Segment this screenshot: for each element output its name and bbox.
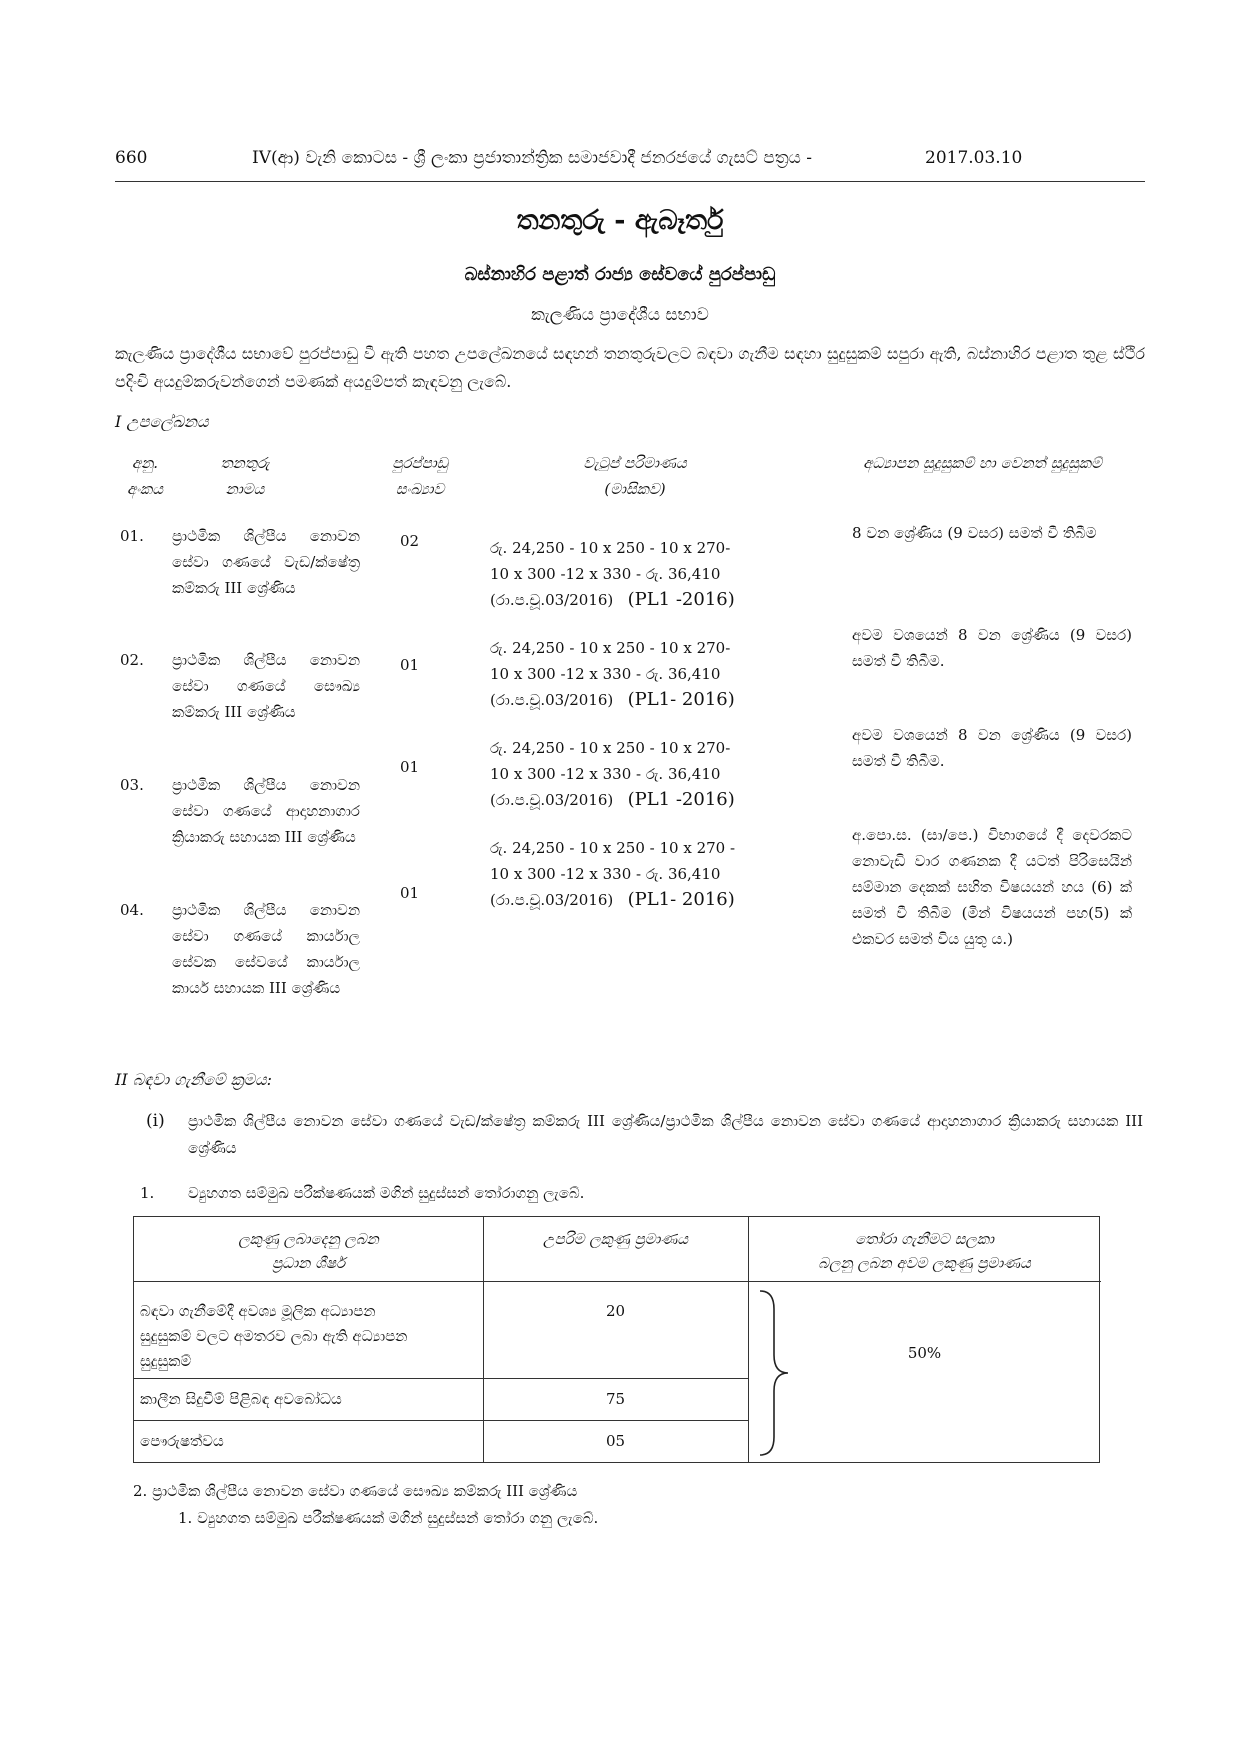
col-header-no: අනු. අංකය [126,454,163,498]
step-1-marker: 1. [140,1184,155,1202]
marks-row-2-heading: කාලීන සිදුවීම් පිළිබඳ අවබෝධය [140,1390,342,1408]
intro-paragraph: කැලණිය ප්‍රාදේශීය සභාවේ පුරප්පාඩු වී ඇති පහත උපලේඛනයේ සඳහන් තනතුරුවලට බඳවා ගැනීම සඳහා සුදුසුකම් සපුරා ඇති, බස්නාහිර පළාත තුළ ස්ථිර පදිංචි අයදුම්කරුවන්ගෙන් පමණක් අයදුම්පත් කැඳවනු ලැබේ. [115,344,1145,391]
council-name: කැලණිය ප්‍රාදේශීය සභාව [531,305,709,325]
row-1-vacancies: 02 [400,532,420,550]
marks-row-1-max: 20 [605,1302,626,1320]
col-header-qualifications: අධ්‍යාපන සුදුසුකම් හා වෙනත් සුදුසුකම් [863,454,1102,472]
marks-row-3-max: 05 [605,1432,626,1450]
page-number: 660 [115,148,148,168]
row-1-salary: රු. 24,250 - 10 x 250 - 10 x 270- 10 x 300 -12 x 330 - රු. 36,410 (රා.ප.චූ.03/2016) (PL1 -2016) [490,539,735,610]
row-2-post: ප්‍රාථමික ශිල්පීය නොවන සේවා ගණයේ සෞඛ්‍ය කම්කරු III ශ්‍රේණිය [172,651,360,721]
row-4-post: ප්‍රාථමික ශිල්පීය නොවන සේවා ගණයේ කාර්යාල සේවක සේවයේ කාර්යාල කාර්ය සහායක III ශ්‍රේණිය [172,901,360,997]
row-3-salary: රු. 24,250 - 10 x 250 - 10 x 270- 10 x 300 -12 x 330 - රු. 36,410 (රා.ප.චූ.03/2016) (PL1 -2016) [490,739,735,810]
header-date: 2017.03.10 [925,148,1023,168]
row-1-qualification: 8 වන ශ්‍රේණිය (9 වසර) සමත් වී තිබීම [852,524,1097,542]
marks-header-min: තෝරා ගැනීමට සලකා බලනු ලබන අවම ලකුණු ප්‍රමාණය [818,1230,1031,1272]
row-3-vacancies: 01 [400,758,420,776]
row-3-qualification: අවම වශයෙන් 8 වන ශ්‍රේණිය (9 වසර) සමත් වී තිබීම. [852,726,1132,770]
schedule-heading: I උපලේඛනය [115,412,209,431]
row-2-qualification: අවම වශයෙන් 8 වන ශ්‍රේණිය (9 වසර) සමත් වී තිබීම. [852,626,1132,670]
item-i-text: ප්‍රාථමික ශිල්පීය නොවන සේවා ගණයේ වැඩ/ක්ෂේත්‍ර කම්කරු III ශ්‍රේණිය/ප්‍රාථමික ශිල්පීය නොවන සේවා ගණයේ ආදාහනාගාර ක්‍රියාකරු සහායක III ශ්‍රේණිය [188,1112,1143,1157]
marks-table [133,1216,1100,1463]
marks-row-1-heading: බඳවා ගැනීමේදී අවශ්‍ය මූලික අධ්‍යාපන සුදුසුකම් වලට අමතරව ලබා ඇති අධ්‍යාපන සුදුසුකම් [140,1302,408,1370]
marks-row-2-max: 75 [605,1390,626,1408]
marks-row-3-heading: පෞරුෂත්වය [140,1432,224,1450]
marks-header-max: උපරිම ලකුණු ප්‍රමාණය [543,1230,688,1248]
marks-header-heading: ලකුණු ලබාදෙනු ලබන ප්‍රධාන ශීර්ෂ [238,1230,379,1272]
row-3-post: ප්‍රාථමික ශිල්පීය නොවන සේවා ගණයේ ආදාහනාගාර ක්‍රියාකරු සහායක III ශ්‍රේණිය [172,776,360,846]
marks-minimum: 50% [907,1344,942,1362]
header-part-title: IV(ආ) වැනි කොටස - ශ්‍රී ලංකා ප්‍රජාතාන්ත්‍රික සමාජවාදී ජනරජයේ ගැසට් පත්‍රය - [252,148,812,168]
row-4-qualification: අ.පො.ස. (සා/පෙ.) විභාගයේ දී දෙවරකට නොවැඩි වාර ගණනක දී යටත් පිරිසෙයින් සම්මාන දෙකක් සහිත විෂයයන් හය (6) ක් සමත් වී තිබීම (මින් විෂයයන් පහ(5) ක් එකවර සමත් විය යුතු ය.) [852,826,1132,948]
row-4-salary: රු. 24,250 - 10 x 250 - 10 x 270 - 10 x 300 -12 x 330 - රු. 36,410 (රා.ප.චූ.03/2016) (PL1- 2016) [490,839,736,910]
page-title: තනතුරු - ඇබෑර්තු [516,205,724,236]
row-2-no: 02. [120,651,144,669]
row-1-post: ප්‍රාථමික ශිල්පීය නොවන සේවා ගණයේ වැඩ/ක්ෂේත්‍ර කම්කරු III ශ්‍රේණිය [172,527,360,597]
row-2-salary: රු. 24,250 - 10 x 250 - 10 x 270- 10 x 300 -12 x 330 - රු. 36,410 (රා.ප.චූ.03/2016) (PL1- 2016) [490,639,735,710]
section-subtitle: බස්නාහිර පළාත් රාජ්‍ය සේවයේ පුරප්පාඩු [464,264,776,285]
col-header-salary: වැටුප් පරිමාණය (මාසිකව) [583,454,687,498]
step-1-text: ව්‍යුහගත සම්මුඛ පරීක්ෂණයක් මගින් සුදුස්සන් තෝරාගනු ලැබේ. [188,1184,585,1202]
recruitment-heading: II බඳවා ගැනීමේ ක්‍රමය: [115,1070,272,1089]
item-2-step-1: 1. ව්‍යුහගත සම්මුඛ පරීක්ෂණයක් මගින් සුදුස්සන් තෝරා ගනු ලැබේ. [178,1509,599,1527]
col-header-post: තනතුරු නාමය [220,454,270,498]
row-4-vacancies: 01 [400,884,420,902]
row-3-no: 03. [120,776,144,794]
row-1-no: 01. [120,527,144,545]
curly-brace-icon [756,1289,796,1457]
header-rule [115,181,1145,182]
row-2-vacancies: 01 [400,656,420,674]
row-4-no: 04. [120,901,144,919]
item-i-marker: (i) [146,1111,165,1131]
col-header-vacancies: පුරප්පාඩු සංඛ්‍යාව [392,454,448,498]
item-2-text: 2. ප්‍රාථමික ශිල්පීය නොවන සේවා ගණයේ සෞඛ්‍ය කම්කරු III ශ්‍රේණිය [133,1482,578,1500]
